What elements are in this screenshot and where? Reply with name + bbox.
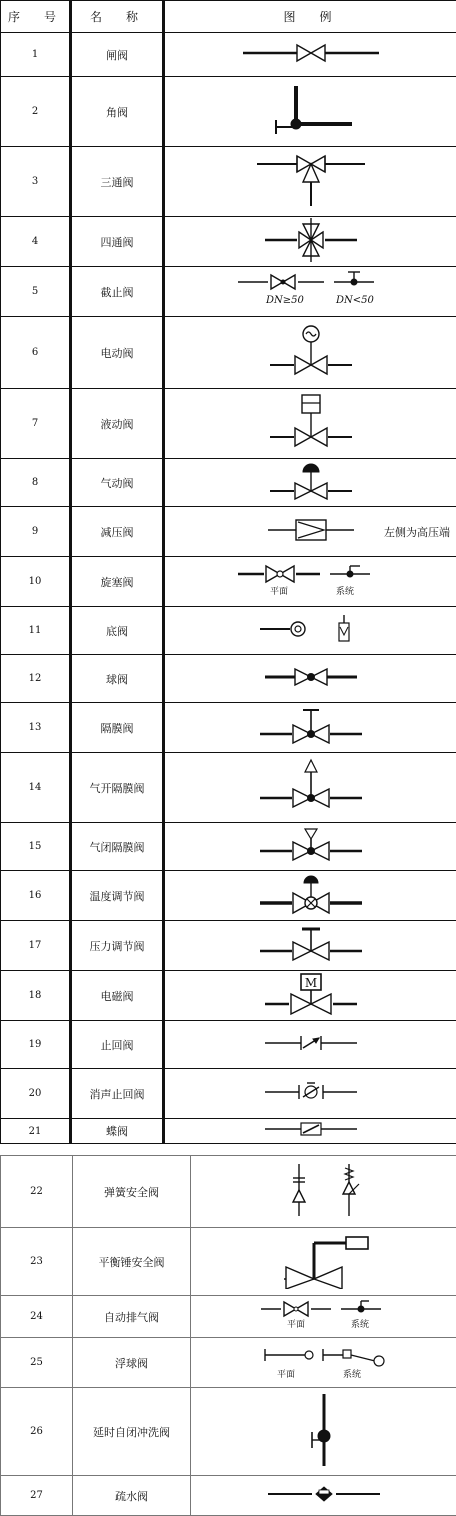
- valve-symbol: [164, 753, 456, 823]
- valve-name: 隔膜阀: [71, 703, 164, 753]
- valve-name: 气闭隔膜阀: [71, 823, 164, 871]
- row-number: 16: [1, 871, 71, 921]
- valve-name: 压力调节阀: [71, 921, 164, 971]
- table-row: [1, 655, 456, 703]
- table-header-row: [1, 1, 456, 33]
- valve-name: 自动排气阀: [73, 1296, 191, 1338]
- butterfly-valve-icon: [261, 1120, 361, 1138]
- valve-symbol: [164, 823, 456, 871]
- row-number: 7: [1, 389, 71, 459]
- plug-valve-label-plan: 平面: [270, 586, 288, 597]
- valve-symbol: [164, 317, 456, 389]
- valve-symbol: [164, 557, 456, 607]
- row-number: 12: [1, 655, 71, 703]
- valve-name: 消声止回阀: [71, 1069, 164, 1119]
- delay-flush-valve-icon: [294, 1392, 354, 1468]
- table-row: [1, 823, 456, 871]
- valve-symbol: [164, 77, 456, 147]
- table-row: [1, 77, 456, 147]
- row-number: 24: [1, 1296, 73, 1338]
- valve-symbol: [164, 389, 456, 459]
- valve-name: 液动阀: [71, 389, 164, 459]
- valve-name: 电磁阀: [71, 971, 164, 1021]
- valve-symbol: [164, 1119, 456, 1144]
- row-number: 8: [1, 459, 71, 507]
- float-valve-label-plan: 平面: [277, 1369, 295, 1380]
- valve-legend-table-continued: [0, 1155, 456, 1516]
- solenoid-badge: M: [304, 976, 316, 990]
- temperature-control-valve-icon: [256, 873, 366, 915]
- valve-name: 浮球阀: [73, 1338, 191, 1388]
- table-row: [1, 1388, 456, 1476]
- float-valve-icon: [259, 1341, 389, 1381]
- header-name: 名 称: [71, 1, 164, 33]
- row-number: 10: [1, 557, 71, 607]
- pneumatic-valve-icon: [266, 461, 356, 501]
- row-number: 21: [1, 1119, 71, 1144]
- table-row: [1, 871, 456, 921]
- table-row: [1, 1069, 456, 1119]
- valve-symbol: [164, 703, 456, 753]
- globe-valve-label-small: DN<50: [335, 295, 375, 306]
- valve-name: 旋塞阀: [71, 557, 164, 607]
- electric-valve-icon: [266, 323, 356, 379]
- row-number: 26: [1, 1388, 73, 1476]
- table-row: [1, 1021, 456, 1069]
- valve-symbol: [191, 1228, 456, 1296]
- table-row: [1, 703, 456, 753]
- valve-name: 蝶阀: [71, 1119, 164, 1144]
- valve-symbol: [164, 217, 456, 267]
- valve-name: 角阀: [71, 77, 164, 147]
- globe-valve-label-large: DN≥50: [265, 295, 305, 306]
- valve-symbol: [164, 655, 456, 703]
- table-row: [1, 389, 456, 459]
- row-number: 9: [1, 507, 71, 557]
- hydraulic-valve-icon: [266, 393, 356, 451]
- row-number: 13: [1, 703, 71, 753]
- plug-valve-icon: [236, 560, 386, 600]
- valve-symbol: [164, 33, 456, 77]
- row-number: 14: [1, 753, 71, 823]
- valve-name: 止回阀: [71, 1021, 164, 1069]
- auto-air-vent-icon: [259, 1297, 389, 1333]
- row-number: 15: [1, 823, 71, 871]
- valve-symbol: [164, 1021, 456, 1069]
- three-way-valve-icon: [251, 150, 371, 210]
- check-valve-icon: [261, 1032, 361, 1054]
- valve-name: 电动阀: [71, 317, 164, 389]
- valve-symbol: [191, 1388, 456, 1476]
- row-number: 23: [1, 1228, 73, 1296]
- row-number: 27: [1, 1476, 73, 1516]
- plug-valve-label-system: 系统: [336, 585, 354, 597]
- valve-name: 底阀: [71, 607, 164, 655]
- foot-valve-icon: [256, 613, 366, 645]
- silent-check-valve-icon: [261, 1080, 361, 1104]
- air-open-diaphragm-valve-icon: [256, 758, 366, 814]
- weight-safety-valve-icon: [274, 1231, 374, 1289]
- valve-symbol: [164, 267, 456, 317]
- valve-name: 弹簧安全阀: [73, 1156, 191, 1228]
- valve-symbol: [164, 1069, 456, 1119]
- table-row: [1, 1338, 456, 1388]
- globe-valve-icon: [236, 270, 386, 310]
- valve-name: 闸阀: [71, 33, 164, 77]
- pressure-control-valve-icon: [256, 925, 366, 963]
- row-number: 3: [1, 147, 71, 217]
- valve-name: 截止阀: [71, 267, 164, 317]
- row-number: 2: [1, 77, 71, 147]
- table-row: [1, 1296, 456, 1338]
- spring-safety-valve-icon: [274, 1160, 374, 1220]
- valve-name: 疏水阀: [73, 1476, 191, 1516]
- valve-symbol: [164, 871, 456, 921]
- row-number: 5: [1, 267, 71, 317]
- row-number: 20: [1, 1069, 71, 1119]
- auto-air-vent-label-system: 系统: [351, 1318, 369, 1330]
- diaphragm-valve-icon: [256, 706, 366, 746]
- table-row: [1, 217, 456, 267]
- valve-name: 气动阀: [71, 459, 164, 507]
- four-way-valve-icon: [261, 218, 361, 262]
- row-number: 18: [1, 971, 71, 1021]
- valve-symbol: [191, 1296, 456, 1338]
- table-row: [1, 753, 456, 823]
- row-number: 4: [1, 217, 71, 267]
- valve-name: 平衡锤安全阀: [73, 1228, 191, 1296]
- valve-name: 球阀: [71, 655, 164, 703]
- float-valve-label-system: 系统: [343, 1368, 361, 1380]
- row-number: 11: [1, 607, 71, 655]
- table-row: [1, 921, 456, 971]
- row-number: 17: [1, 921, 71, 971]
- table-row: [1, 147, 456, 217]
- table-row: [1, 971, 456, 1021]
- valve-symbol: [164, 971, 456, 1021]
- valve-name: 温度调节阀: [71, 871, 164, 921]
- table-row: [1, 607, 456, 655]
- valve-name: 四通阀: [71, 217, 164, 267]
- valve-symbol: [191, 1338, 456, 1388]
- steam-trap-icon: [264, 1483, 384, 1505]
- row-number: 25: [1, 1338, 73, 1388]
- row-number: 1: [1, 33, 71, 77]
- table-row: [1, 459, 456, 507]
- header-number: 序 号: [1, 1, 71, 33]
- row-number: 6: [1, 317, 71, 389]
- valve-symbol: [164, 459, 456, 507]
- table-row: [1, 1156, 456, 1228]
- auto-air-vent-label-plan: 平面: [287, 1319, 305, 1330]
- valve-name: 气开隔膜阀: [71, 753, 164, 823]
- angle-valve-icon: [266, 80, 356, 140]
- valve-symbol: [191, 1156, 456, 1228]
- table-row: [1, 317, 456, 389]
- gate-valve-icon: [241, 41, 381, 65]
- table-row: [1, 507, 456, 557]
- pressure-reducing-valve-icon: [266, 517, 356, 543]
- valve-name: 延时自闭冲洗阀: [73, 1388, 191, 1476]
- row-number: 19: [1, 1021, 71, 1069]
- solenoid-valve-icon: [261, 972, 361, 1016]
- symbol-note: 左侧为高压端: [384, 524, 450, 540]
- valve-symbol: [164, 921, 456, 971]
- valve-symbol: [164, 607, 456, 655]
- valve-symbol: [164, 507, 456, 557]
- valve-symbol: [164, 147, 456, 217]
- table-row: [1, 33, 456, 77]
- table-row: [1, 1228, 456, 1296]
- valve-name: 三通阀: [71, 147, 164, 217]
- valve-name: 减压阀: [71, 507, 164, 557]
- air-close-diaphragm-valve-icon: [256, 825, 366, 865]
- table-row: [1, 557, 456, 607]
- header-symbol: 图 例: [164, 1, 456, 33]
- table-row: [1, 267, 456, 317]
- table-row: [1, 1119, 456, 1144]
- ball-valve-icon: [261, 665, 361, 689]
- row-number: 22: [1, 1156, 73, 1228]
